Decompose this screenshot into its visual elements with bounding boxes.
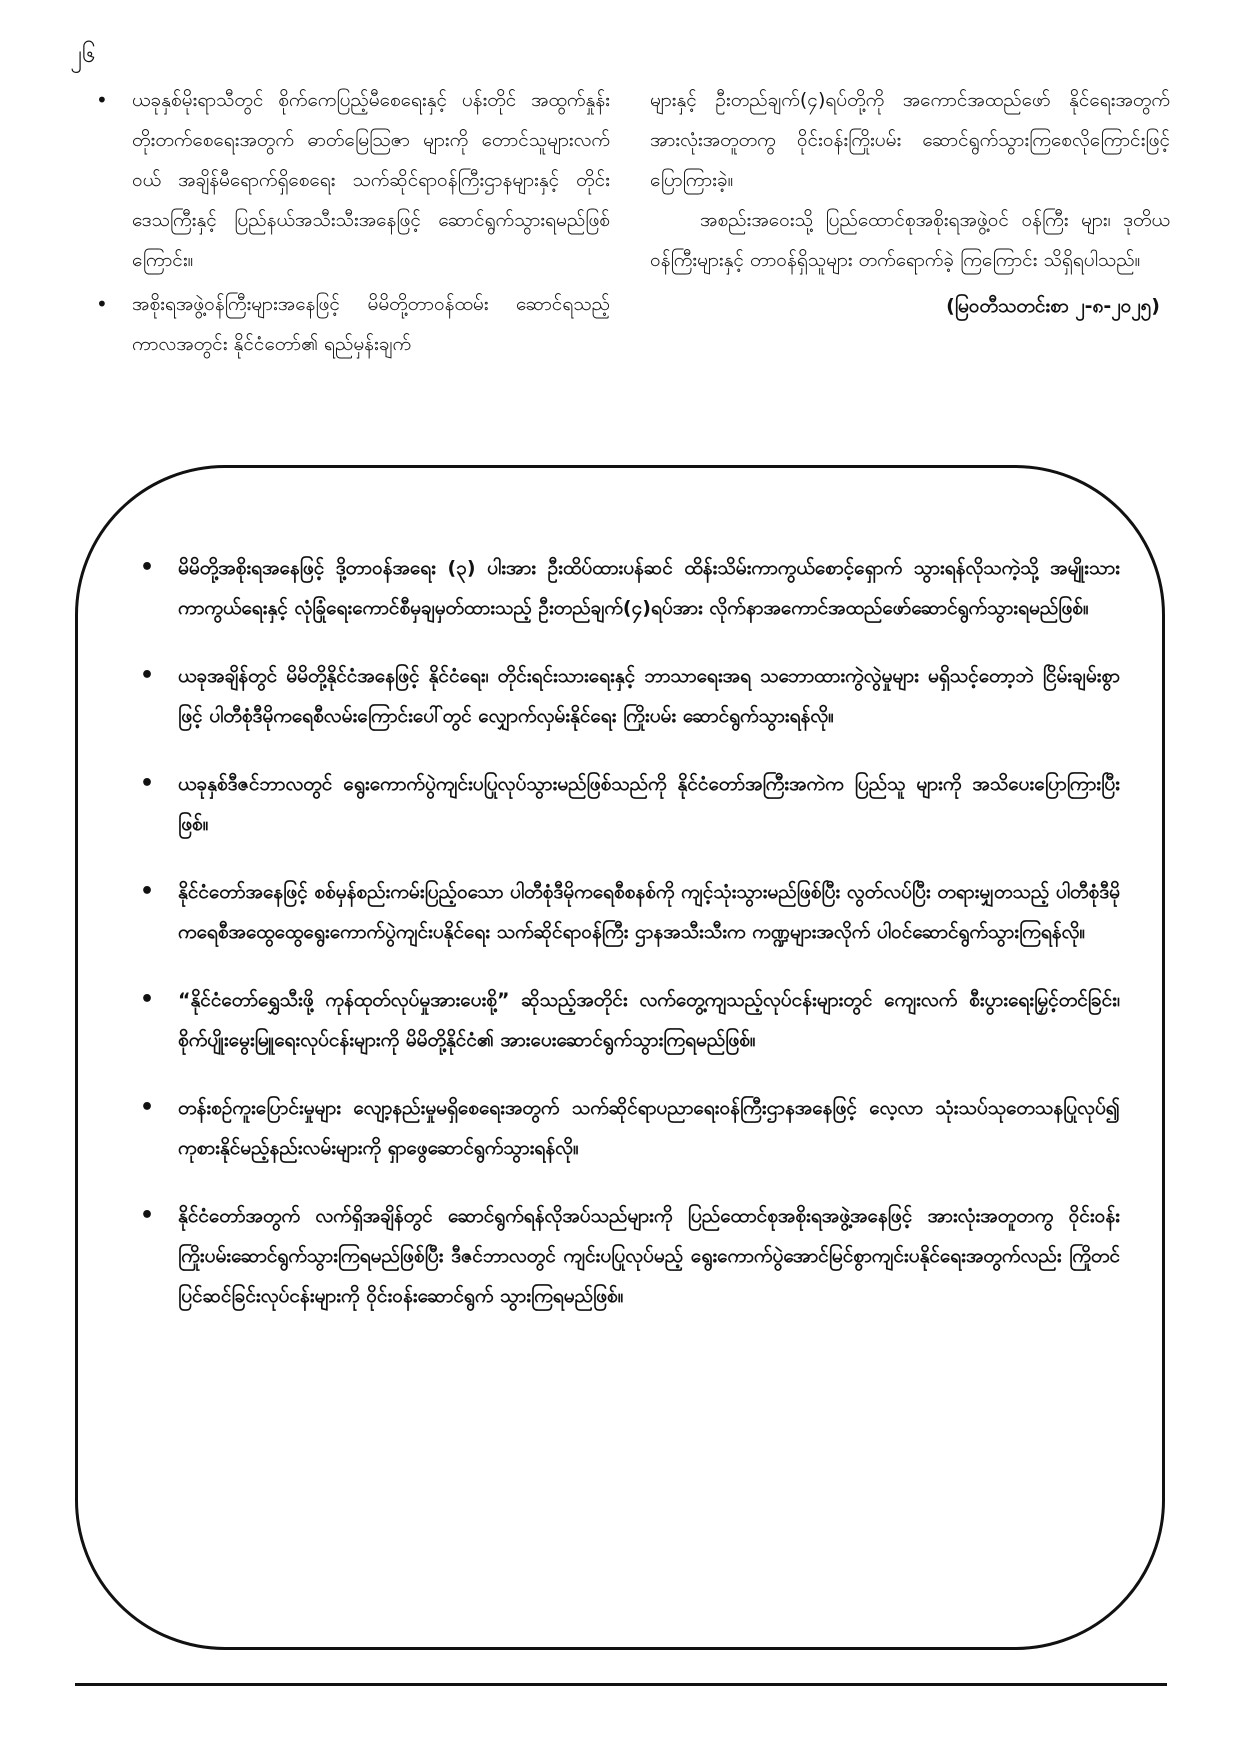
list-item <box>140 656 1120 736</box>
list-item <box>90 80 610 280</box>
list-item <box>140 1196 1120 1316</box>
list-item <box>140 548 1120 628</box>
bullet-text: အစိုးရအဖွဲ့ဝန်ကြီးများအနေဖြင့် မိမိတို့တာဝန်ထမ်း ဆောင်ရသည့်ကာလအတွင်း နိုင်ငံတော်၏ ရည်မှန်းချက် <box>132 293 610 355</box>
bullet-icon: • <box>96 292 108 316</box>
bullet-icon: • <box>140 555 155 580</box>
box-list <box>140 548 1120 1344</box>
list-item <box>140 980 1120 1060</box>
bullet-icon: • <box>140 1095 155 1120</box>
bullet-text: နိုင်ငံတော်အတွက် လက်ရှိအချိန်တွင် ဆောင်ရွက်ရန်လိုအပ်သည်များကို ပြည်ထောင်စုအစိုးရအဖွဲ့အနေဖြင့် အားလုံးအတူတကွ ဝိုင်းဝန်းကြိုးပမ်းဆောင်ရွက်သွားကြရမည်ဖြစ်ပြီး ဒီဇင်ဘာလတွင် ကျင်းပပြုလုပ်မည့် ရွေးကောက်ပွဲအောင်မြင်စွာကျင်းပနိုင်ရေးအတွက်လည်း ကြိုတင်ပြင်ဆင်ခြင်းလုပ်ငန်းများကို ဝိုင်းဝန်းဆောင်ရွက် သွားကြရမည်ဖြစ်။ <box>178 1205 1120 1307</box>
bullet-icon: • <box>140 1203 155 1228</box>
list-item <box>90 284 610 364</box>
bullet-text: ယခုအချိန်တွင် မိမိတို့နိုင်ငံအနေဖြင့် နိုင်ငံရေး၊ တိုင်းရင်းသားရေးနှင့် ဘာသာရေးအရ သဘောထားကွဲလွဲမှုများ မရှိသင့်တော့ဘဲ ငြိမ်းချမ်းစွာဖြင့် ပါတီစုံဒီမိုကရေစီလမ်းကြောင်းပေါ်တွင် လျှောက်လှမ်းနိုင်ရေး ကြိုးပမ်း ဆောင်ရွက်သွားရန်လို။ <box>178 665 1120 727</box>
page-number: ၂၆ <box>70 40 96 68</box>
bullet-icon: • <box>140 663 155 688</box>
bullet-text: “နိုင်ငံတော်ရွှေသီးဖို့ ကုန်ထုတ်လုပ်မှုအားပေးစို့” ဆိုသည့်အတိုင်း လက်တွေ့ကျသည့်လုပ်ငန်းများတွင် ကျေးလက် စီးပွားရေးမြှင့်တင်ခြင်း၊ စိုက်ပျိုးမွေးမြူရေးလုပ်ငန်းများကို မိမိတို့နိုင်ငံ၏ အားပေးဆောင်ရွက်သွားကြရမည်ဖြစ်။ <box>178 989 1120 1051</box>
bullet-text: မိမိတို့အစိုးရအနေဖြင့် ဒို့တာဝန်အရေး (၃) ပါးအား ဦးထိပ်ထားပန်ဆင် ထိန်းသိမ်းကာကွယ်စောင့်ရှောက် သွားရန်လိုသကဲ့သို့ အမျိုးသားကာကွယ်ရေးနှင့် လုံခြုံရေးကောင်စီမှချမှတ်ထားသည့် ဦးတည်ချက်(၄)ရပ်အား လိုက်နာအကောင်အထည်ဖော်ဆောင်ရွက်သွားရမည်ဖြစ်။ <box>178 557 1120 619</box>
bullet-icon: • <box>96 88 108 112</box>
list-item <box>140 1088 1120 1168</box>
right-column <box>650 80 1170 326</box>
bullet-icon: • <box>140 771 155 796</box>
paragraph: များနှင့် ဦးတည်ချက်(၄)ရပ်တို့ကို အကောင်အထည်ဖော် နိုင်ရေးအတွက် အားလုံးအတူတကွ ဝိုင်းဝန်းကြိုးပမ်း ဆောင်ရွက်သွားကြစေလိုကြောင်းဖြင့် ပြောကြားခဲ့။ <box>650 89 1170 191</box>
list-item <box>140 764 1120 844</box>
bullet-text: ယခုနှစ်မိုးရာသီတွင် စိုက်ကေပြည့်မီစေရေးနှင့် ပန်းတိုင် အထွက်နှုန်းတိုးတက်စေရေးအတွက် ဓာတ်မြေဩဇာ များကို တောင်သူများလက်ဝယ် အချိန်မီရောက်ရှိစေရေး သက်ဆိုင်ရာဝန်ကြီးဌာနများနှင့် တိုင်းဒေသကြီးနှင့် ပြည်နယ်အသီးသီးအနေဖြင့် ဆောင်ရွက်သွားရမည်ဖြစ် ကြောင်း။ <box>132 89 610 271</box>
source-citation: (မြဝတီသတင်းစာ ၂-၈-၂၀၂၅) <box>946 295 1160 317</box>
highlight-box <box>75 465 1165 1650</box>
bullet-text: ယခုနှစ်ဒီဇင်ဘာလတွင် ရွေးကောက်ပွဲကျင်းပပြုလုပ်သွားမည်ဖြစ်သည်ကို နိုင်ငံတော်အကြီးအကဲက ပြည်သူ များကို အသိပေးပြောကြားပြီးဖြစ်။ <box>178 773 1120 835</box>
paragraph: အစည်းအဝေးသို့ ပြည်ထောင်စုအစိုးရအဖွဲ့ဝင် ဝန်ကြီး များ၊ ဒုတိယဝန်ကြီးများနှင့် တာဝန်ရှိသူများ တက်ရောက်ခဲ့ ကြကြောင်း သိရှိရပါသည်။ <box>650 209 1170 271</box>
left-column <box>90 80 610 368</box>
bullet-icon: • <box>140 879 155 904</box>
footer-divider <box>75 1683 1167 1686</box>
bullet-icon: • <box>140 987 155 1012</box>
bullet-text: တန်းစဉ်ကူးပြောင်းမှုများ လျော့နည်းမှုမရှိစေရေးအတွက် သက်ဆိုင်ရာပညာရေးဝန်ကြီးဌာနအနေဖြင့် လေ့လာ သုံးသပ်သုတေသနပြုလုပ်၍ ကုစားနိုင်မည့်နည်းလမ်းများကို ရှာဖွေဆောင်ရွက်သွားရန်လို။ <box>178 1097 1120 1159</box>
bullet-text: နိုင်ငံတော်အနေဖြင့် စစ်မှန်စည်းကမ်းပြည့်ဝသော ပါတီစုံဒီမိုကရေစီစနစ်ကို ကျင့်သုံးသွားမည်ဖြစ်ပြီး လွတ်လပ်ပြီး တရားမျှတသည့် ပါတီစုံဒီမိုကရေစီအထွေထွေရွေးကောက်ပွဲကျင်းပနိုင်ရေး သက်ဆိုင်ရာဝန်ကြီး ဌာနအသီးသီးက ကဏ္ဍများအလိုက် ပါဝင်ဆောင်ရွက်သွားကြရန်လို။ <box>178 881 1120 943</box>
list-item <box>140 872 1120 952</box>
